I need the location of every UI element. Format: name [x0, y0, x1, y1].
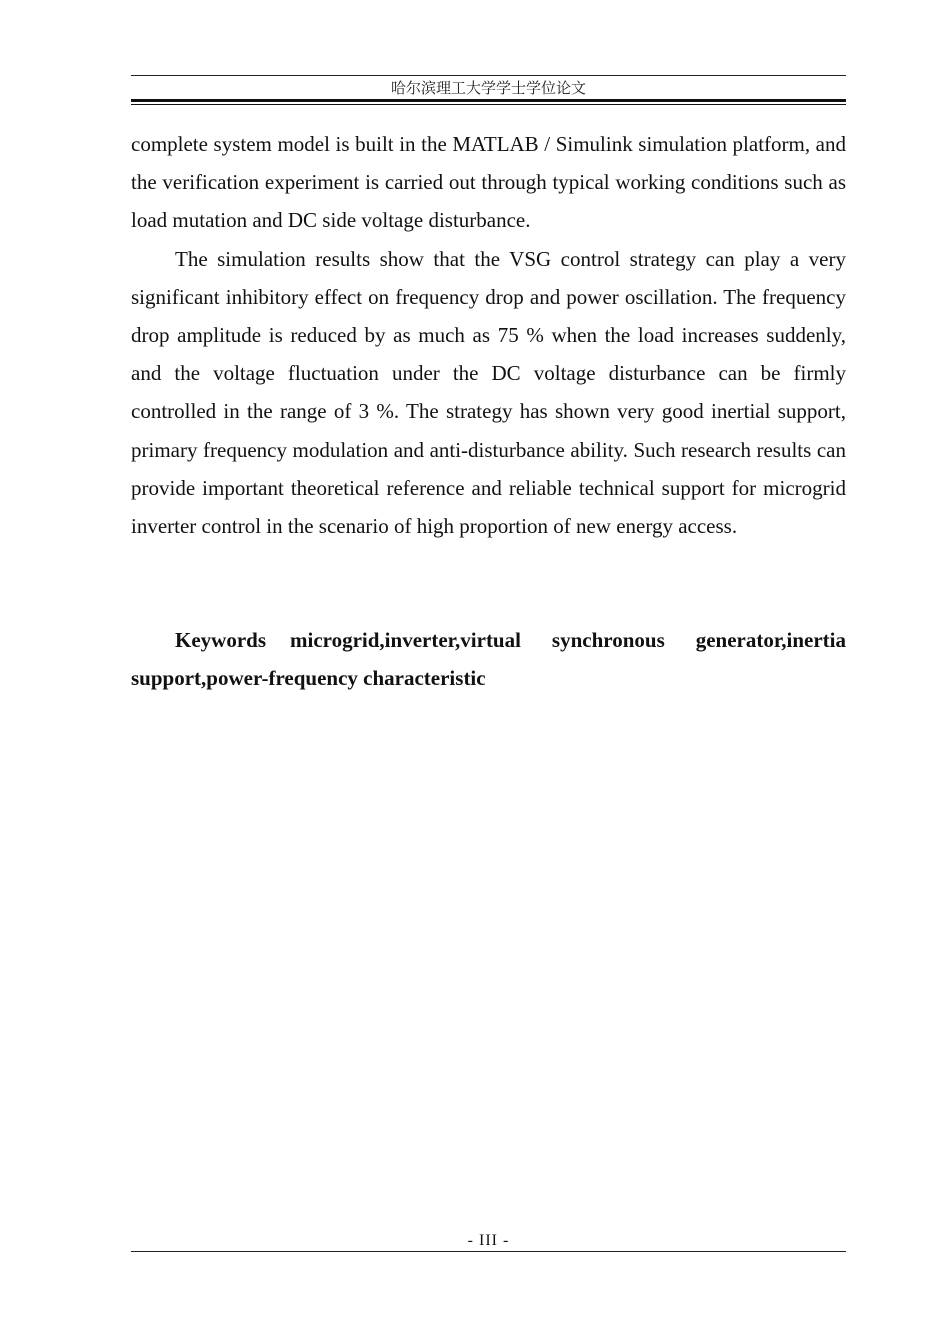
keywords-label: Keywords: [175, 628, 266, 652]
abstract-body: [131, 125, 846, 545]
abstract-paragraph-2: The simulation results show that the VSG control strategy can play a very significant inhibitory effect on frequency drop and power oscillation. The frequency drop amplitude is reduced by as much as 75 % when the load increases suddenly, and the voltage fluctuation under the DC voltage disturbance can be firmly controlled in the range of 3 %. The strategy has shown very good inertial support, primary frequency modulation and anti-disturbance ability. Such research results can provide important theoretical reference and reliable technical support for microgrid inverter control in the scenario of high proportion of new energy access.: [131, 246, 846, 539]
header-thin-rule: [131, 104, 846, 105]
header-thick-rule: [131, 99, 846, 102]
abstract-paragraph-1: complete system model is built in the MATLAB / Simulink simulation platform, and the verification experiment is carried out through typical working conditions such as load mutation and DC side voltage disturbance.: [131, 132, 846, 233]
page-number: - III -: [467, 1232, 510, 1249]
running-header-title: 哈尔滨理工大学学士学位论文: [390, 79, 586, 97]
footer-rule: [131, 1251, 846, 1252]
header-top-rule: [131, 75, 846, 76]
keywords-text: microgrid,inverter,virtual synchronous generator,inertia support,power-frequency characteristic: [131, 628, 846, 691]
keywords-block: [131, 621, 846, 697]
